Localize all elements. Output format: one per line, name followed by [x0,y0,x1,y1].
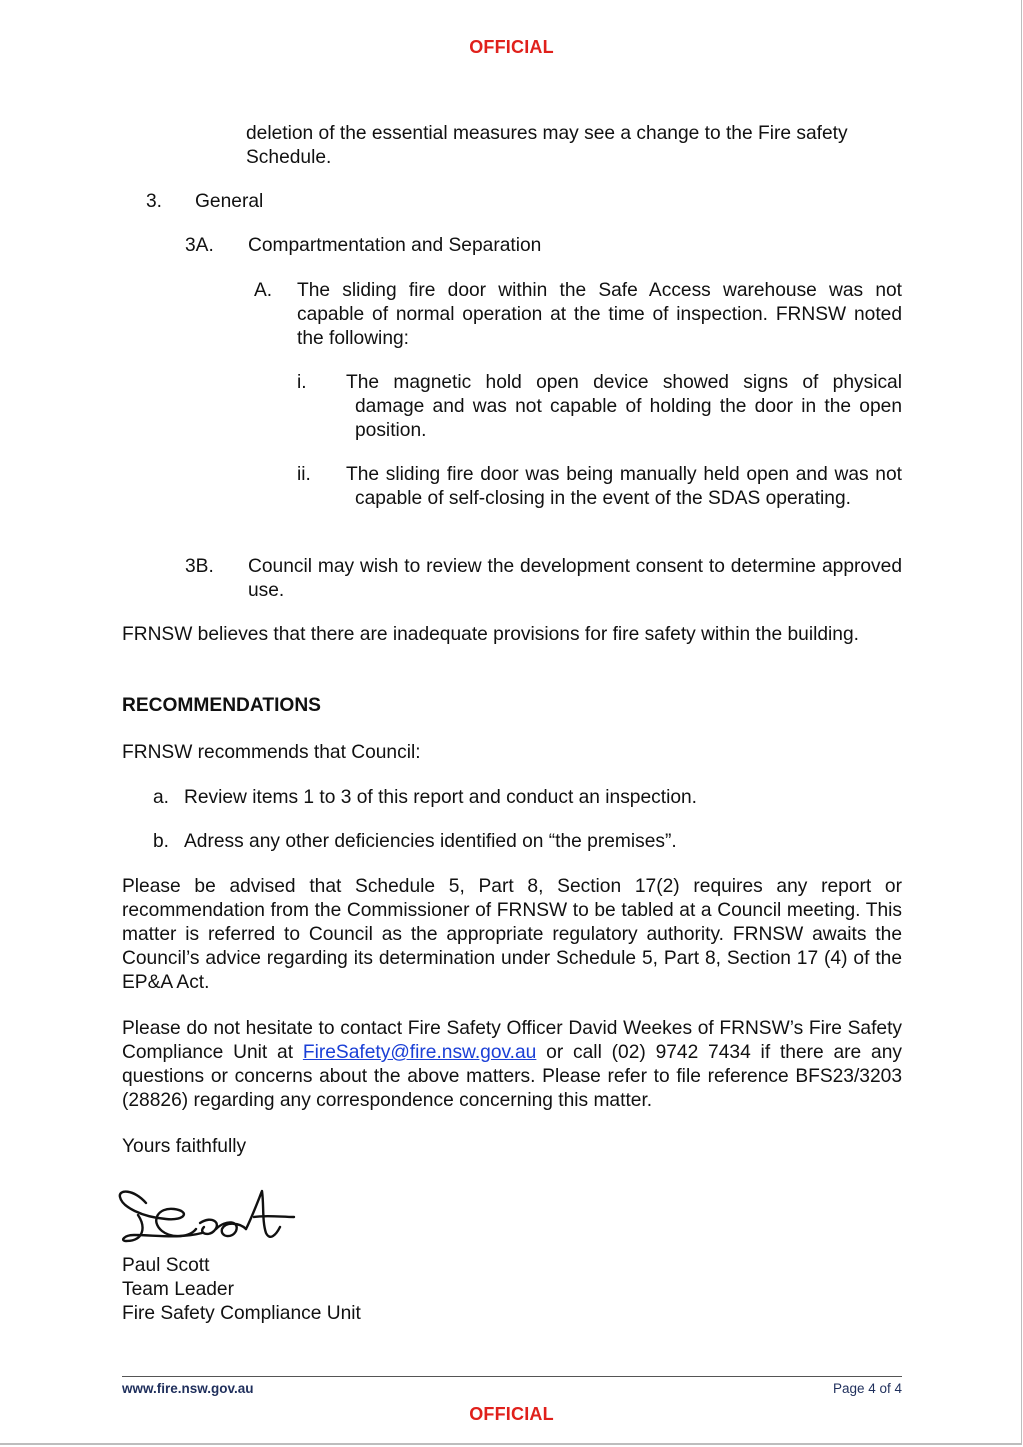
recommendations-heading: RECOMMENDATIONS [122,695,321,716]
section-3a-number: 3A. [185,235,214,256]
classification-footer: OFFICIAL [469,1404,554,1424]
recommendation-b-text: Adress any other deficiencies identified on “the premises”. [184,831,677,852]
advice-paragraph: Please be advised that Schedule 5, Part 8, Section 17(2) requires any report or recommendation from the Commissioner of FRNSW to be tabled at a Council meeting. This matter is referred to Council as the appropriate regulatory authority. FRNSW awaits the Council’s advice regarding its determination under Schedule 5, Part 8, Section 17 (4) of the EP&A Act. [122,876,902,993]
sub-item-i-label: i. [297,372,307,393]
recommendation-a-label: a. [153,787,170,808]
signatory-name: Paul Scott [122,1255,210,1276]
item-a-text: The sliding fire door within the Safe Access warehouse was not capable of normal operation at the time of inspection. FRNSW noted the following: [297,280,902,349]
section-3-number: 3. [146,191,163,212]
recommendation-a-text: Review items 1 to 3 of this report and conduct an inspection. [184,787,698,808]
closing: Yours faithfully [122,1136,247,1157]
section-3b-text: Council may wish to review the development consent to determine approved use. [248,556,902,601]
footer-page-number: Page 4 of 4 [832,1381,902,1396]
section-3b-number: 3B. [185,556,214,577]
recommendations-intro: FRNSW recommends that Council: [122,742,421,763]
intro-continuation: deletion of the essential measures may see a change to the Fire safety Schedule. [246,123,848,168]
belief-statement: FRNSW believes that there are inadequate provisions for fire safety within the building. [122,624,859,645]
email-link[interactable]: FireSafety@fire.nsw.gov.au [302,1042,537,1063]
signatory-title: Team Leader [122,1279,234,1300]
classification-header: OFFICIAL [469,37,554,57]
contact-text-before: Please do not hesitate to contact Fire Safety Officer David Weekes of FRNSW’s Fire Safety Compliance Unit at [122,1018,902,1063]
recommendation-b-label: b. [153,831,170,852]
sub-item-ii-label: ii. [297,464,311,485]
section-3-title: General [195,191,264,212]
contact-paragraph [122,1017,902,1113]
section-3a-title: Compartmentation and Separation [248,235,542,256]
signatory-unit: Fire Safety Compliance Unit [122,1303,361,1324]
contact-text-after: or call (02) 9742 7434 if there are any questions or concerns about the above matters. Please refer to file reference BFS23/3203 (28826) regarding any correspondence concerning this matter. [122,1042,902,1111]
footer-website[interactable]: www.fire.nsw.gov.au [122,1381,254,1396]
footer-divider [122,1376,902,1377]
item-a-label: A. [254,280,273,301]
sub-item-i-text: The magnetic hold open device showed signs of physical damage and was not capable of holding the door in the open position. [346,372,902,441]
signature-image [116,1183,301,1253]
sub-item-ii-text: The sliding fire door was being manually held open and was not capable of self-closing in the event of the SDAS operating. [346,464,902,509]
